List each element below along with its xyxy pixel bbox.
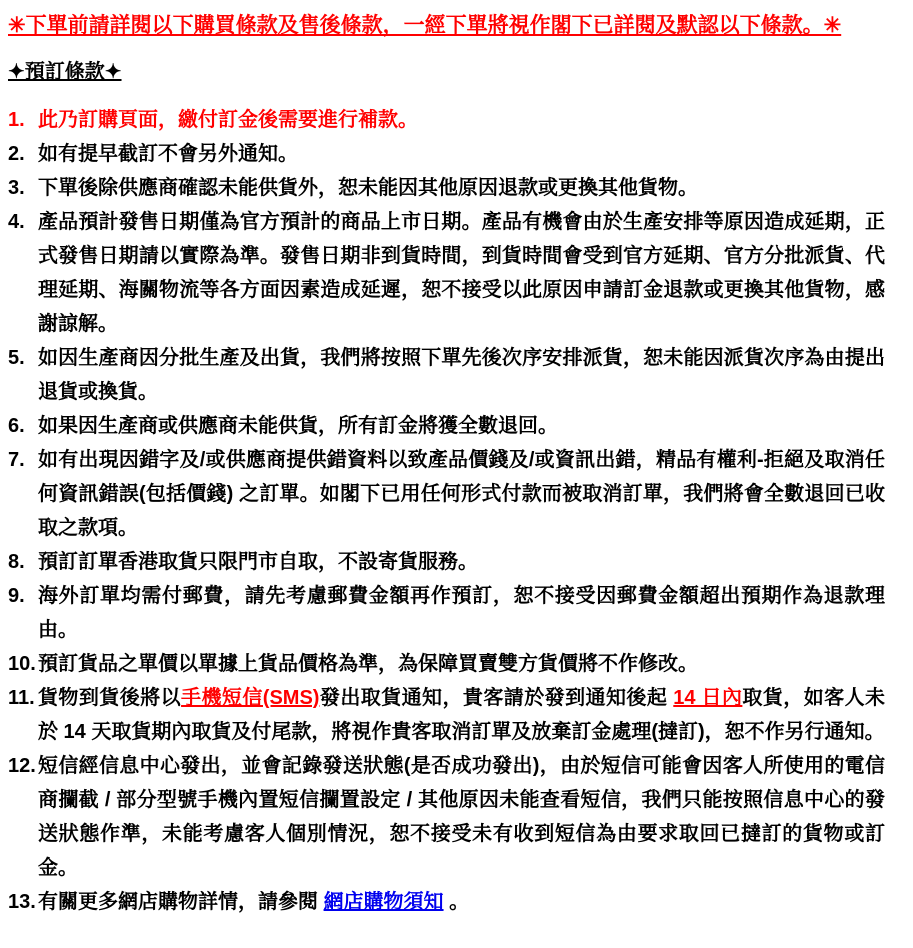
sms-notice-emphasis: 手機短信(SMS)	[181, 687, 320, 709]
item-text	[38, 681, 885, 749]
term-item-5	[8, 341, 885, 409]
item-text: 如有出現因錯字及/或供應商提供錯資料以致產品價錢及/或資訊出錯，精品有權利-拒絕及取消任何資訊錯誤(包括價錢) 之訂單。如閣下已用任何形式付款而被取消訂單，我們將會全數退回已收取之款項。	[38, 449, 885, 539]
item-text-segment: 取貨，如客人未於 14 天取貨期內取貨及付尾款，將視作貴客取消訂單及放棄訂金處理(撻訂)，恕不作另行通知。	[38, 687, 885, 743]
term-item-12	[8, 749, 885, 885]
item-number: 13.	[8, 891, 36, 913]
item-text-segment: 。	[443, 891, 470, 913]
item-text	[38, 885, 885, 919]
item-text: 預訂貨品之單價以單據上貨品價格為準，為保障買賣雙方貨價將不作修改。	[38, 653, 698, 675]
term-item-13	[8, 885, 885, 919]
item-text: 此乃訂購頁面，繳付訂金後需要進行補款。	[38, 109, 418, 131]
item-number: 9.	[8, 585, 25, 607]
term-item-8	[8, 545, 885, 579]
term-item-2	[8, 137, 885, 171]
item-number: 5.	[8, 347, 25, 369]
term-item-9	[8, 579, 885, 647]
item-text: 短信經信息中心發出，並會記錄發送狀態(是否成功發出)，由於短信可能會因客人所使用的電信商攔截 / 部分型號手機內置短信攔置設定 / 其他原因未能查看短信，我們只能按照信息中心的發送狀態作準，未能考慮客人個別情況，恕不接受未有收到短信為由要求取回已撻訂的貨物或訂金。	[38, 755, 885, 879]
term-item-6	[8, 409, 885, 443]
item-number: 4.	[8, 211, 25, 233]
item-text-segment: 發出取貨通知，貴客請於發到通知後起	[319, 687, 674, 709]
item-number: 2.	[8, 143, 25, 165]
term-item-3	[8, 171, 885, 205]
notice-header: ✳下單前請詳閱以下購買條款及售後條款，一經下單將視作閣下已詳閱及默認以下條款。✳	[8, 14, 842, 37]
term-item-10	[8, 647, 885, 681]
item-text: 海外訂單均需付郵費，請先考慮郵費金額再作預訂，恕不接受因郵費金額超出預期作為退款理由。	[38, 585, 885, 641]
item-text: 下單後除供應商確認未能供貨外，恕未能因其他原因退款或更換其他貨物。	[38, 177, 698, 199]
item-number: 7.	[8, 449, 25, 471]
item-number: 12.	[8, 755, 36, 777]
item-text-segment: 有關更多網店購物詳情，請參閱	[38, 891, 324, 913]
item-text-segment: 貨物到貨後將以	[38, 687, 182, 709]
item-number: 3.	[8, 177, 25, 199]
store-shopping-policy-link[interactable]: 網店購物須知	[323, 891, 444, 913]
term-item-7	[8, 443, 885, 545]
item-number: 10.	[8, 653, 36, 675]
term-item-11	[8, 681, 885, 749]
item-number: 6.	[8, 415, 25, 437]
item-text: 如有提早截訂不會另外通知。	[38, 143, 298, 165]
item-number: 1.	[8, 109, 25, 131]
item-number: 11.	[8, 687, 35, 709]
section-title: ✦預訂條款✦	[8, 61, 122, 83]
item-number: 8.	[8, 551, 25, 573]
item-text: 預訂訂單香港取貨只限門市自取，不設寄貨服務。	[38, 551, 478, 573]
item-text: 產品預計發售日期僅為官方預計的商品上市日期。產品有機會由於生產安排等原因造成延期，正式發售日期請以實際為準。發售日期非到貨時間，到貨時間會受到官方延期、官方分批派貨、代理延期、海關物流等各方面因素造成延遲，恕不接受以此原因申請訂金退款或更換其他貨物，感謝諒解。	[38, 211, 885, 335]
term-item-4	[8, 205, 885, 341]
terms-list	[8, 103, 885, 919]
item-text: 如因生產商因分批生產及出貨，我們將按照下單先後次序安排派貨，恕未能因派貨次序為由提出退貨或換貨。	[38, 347, 885, 403]
item-text: 如果因生產商或供應商未能供貨，所有訂金將獲全數退回。	[38, 415, 558, 437]
term-item-1	[8, 103, 885, 137]
pickup-deadline-emphasis: 14 日內	[673, 687, 743, 709]
